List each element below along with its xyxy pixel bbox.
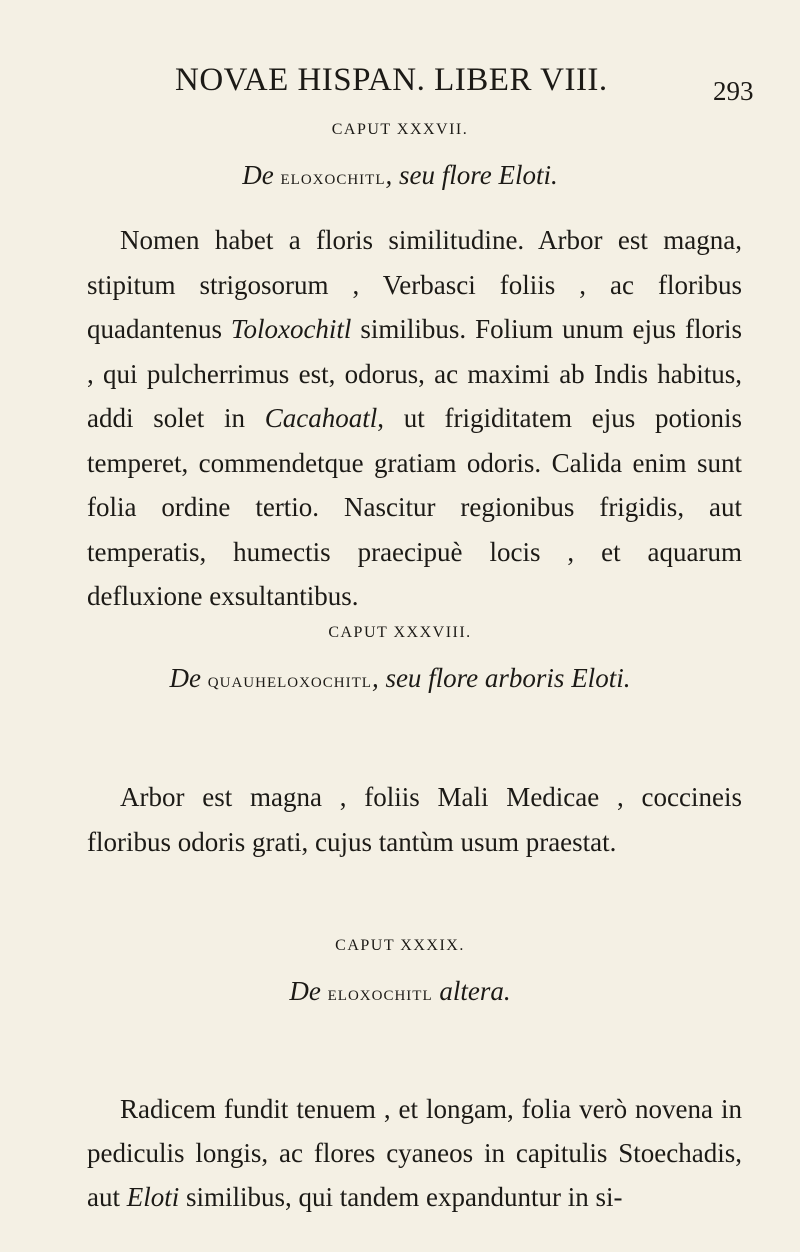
paragraph-text: Nomen habet a floris similitudine. Arbor est magna, stipitum strigosorum , Verbasci foliis , ac floribus quadantenus (87, 225, 742, 344)
subheading-prefix: De (242, 160, 281, 190)
paragraph-text: , ut frigiditatem ejus potionis temperet, commendetque gratiam odoris. Calida enim sunt folia ordine tertio. Nascitur regionibus frigidis, aut temperatis, humectis praecipuè locis , et aquarum defluxione exsultantibus. (87, 403, 743, 611)
page-number: 293 (713, 76, 754, 106)
chapter-heading: CAPUT XXXVII. (331, 121, 469, 138)
plant-name: eloxochitl (280, 165, 386, 189)
chapter-paragraph (87, 218, 742, 619)
chapter-heading: CAPUT XXXIX. (335, 937, 465, 954)
paragraph-text: similibus, qui tandem expanduntur in si- (179, 1182, 623, 1212)
running-title: NOVAE HISPAN. LIBER VIII. (175, 62, 608, 98)
paragraph-text: Radicem fundit tenuem , et longam, folia verò novena in pediculis longis, ac flores cyaneos in capitulis Stoechadis, aut (87, 1094, 742, 1212)
subheading-suffix: , seu flore arboris Eloti. (371, 663, 631, 693)
paragraph-text: similibus. Folium unum ejus floris , qui pulcherrimus est, odorus, ac maximi ab Indis habitus, addi solet in (87, 314, 742, 433)
paragraph-italic: Eloti (126, 1182, 180, 1212)
chapter-subheading (0, 160, 800, 191)
subheading-prefix: De (289, 976, 328, 1006)
subheading-suffix: altera. (432, 976, 511, 1006)
chapter-paragraph: Arbor est magna , foliis Mali Medicae , coccineis floribus odoris grati, cujus tantùm usum praestat. (87, 782, 742, 857)
paragraph-italic: Cacahoatl (264, 403, 378, 433)
subheading-suffix: , seu flore Eloti. (385, 160, 558, 190)
chapter-subheading (0, 976, 800, 1007)
plant-name: eloxochitl (327, 981, 433, 1005)
plant-name: quauheloxochitl (207, 668, 372, 692)
chapter-heading: CAPUT XXXVIII. (328, 624, 472, 641)
subheading-prefix: De (169, 663, 208, 693)
chapter-paragraph (87, 1087, 742, 1219)
chapter-subheading (0, 663, 800, 694)
paragraph-italic: Toloxochitl (230, 314, 352, 344)
